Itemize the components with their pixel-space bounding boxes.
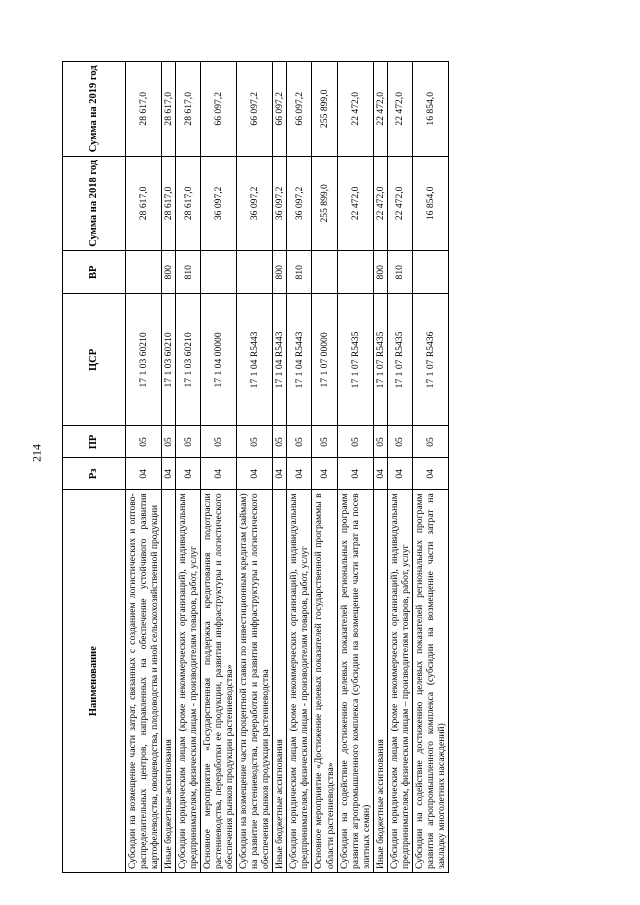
row-pr: 05 (387, 426, 412, 458)
row-sum-2019: 66 097,2 (287, 62, 312, 157)
row-csr: 17 1 04 R5443 (273, 294, 287, 426)
row-name: Субсидии на возмещение части процентной ставки по инвестиционным кредитам (займам) на развитие растениеводства, переработки и развития инфраструктуры и логистического обеспечения рынков продукции растениеводства (237, 490, 273, 873)
header-rz: Рз (63, 458, 126, 490)
row-csr: 17 1 07 R5435 (373, 294, 387, 426)
header-sum-2019: Сумма на 2019 год (63, 62, 126, 157)
row-sum-2018: 28 617,0 (162, 156, 176, 251)
row-sum-2018: 28 617,0 (126, 156, 162, 251)
row-vr (312, 251, 337, 294)
header-name: Наименование (63, 490, 126, 873)
table-row (387, 62, 412, 873)
row-sum-2018: 36 097,2 (287, 156, 312, 251)
table-row (312, 62, 337, 873)
row-pr: 05 (126, 426, 162, 458)
row-rz: 04 (237, 458, 273, 490)
row-vr (126, 251, 162, 294)
header-sum-2018: Сумма на 2018 год (63, 156, 126, 251)
row-sum-2019: 255 899,0 (312, 62, 337, 157)
row-pr: 05 (273, 426, 287, 458)
page-number: 214 (29, 444, 44, 462)
row-vr: 810 (287, 251, 312, 294)
row-vr: 810 (176, 251, 201, 294)
row-sum-2018: 16 854,0 (412, 156, 448, 251)
row-pr: 05 (287, 426, 312, 458)
row-pr: 05 (373, 426, 387, 458)
table-row (237, 62, 273, 873)
row-rz: 04 (412, 458, 448, 490)
row-sum-2018: 28 617,0 (176, 156, 201, 251)
row-vr (201, 251, 237, 294)
row-vr: 810 (387, 251, 412, 294)
row-name: Субсидии на возмещение части затрат, связанных с созданием логистических и оптово-распределительных центров, направленных на обеспечение устойчивого развития картофелеводства, овощеводства, плодоводства и иной сельскохозяйственной продукции (126, 490, 162, 873)
row-name: Иные бюджетные ассигнования (162, 490, 176, 873)
row-rz: 04 (287, 458, 312, 490)
row-vr (412, 251, 448, 294)
row-csr: 17 1 03 60210 (162, 294, 176, 426)
row-rz: 04 (337, 458, 373, 490)
row-rz: 04 (273, 458, 287, 490)
row-rz: 04 (126, 458, 162, 490)
row-pr: 05 (162, 426, 176, 458)
table-row (273, 62, 287, 873)
row-csr: 17 1 04 R5443 (287, 294, 312, 426)
row-rz: 04 (312, 458, 337, 490)
header-vr: ВР (63, 251, 126, 294)
row-name: Иные бюджетные ассигнования (273, 490, 287, 873)
table-row (337, 62, 373, 873)
table-row (201, 62, 237, 873)
row-sum-2019: 66 097,2 (273, 62, 287, 157)
row-name: Субсидии юридическим лицам (кроме некоммерческих организаций), индивидуальным предпринимателям, физическим лицам - производителям товаров, работ, услуг (287, 490, 312, 873)
row-vr: 800 (373, 251, 387, 294)
row-rz: 04 (201, 458, 237, 490)
row-vr (237, 251, 273, 294)
row-sum-2019: 66 097,2 (237, 62, 273, 157)
row-pr: 05 (337, 426, 373, 458)
row-csr: 17 1 07 R5435 (387, 294, 412, 426)
row-name: Основное мероприятие «Государственная поддержка кредитования подотрасли растениеводства, переработки ее продукции, развития инфраструктуры и логистического обеспечения рынков продукции растениеводства» (201, 490, 237, 873)
row-csr: 17 1 03 60210 (126, 294, 162, 426)
row-sum-2019: 16 854,0 (412, 62, 448, 157)
row-csr: 17 1 04 R5443 (237, 294, 273, 426)
row-sum-2019: 28 617,0 (126, 62, 162, 157)
rotated-table-container (62, 61, 592, 873)
row-sum-2019: 28 617,0 (176, 62, 201, 157)
row-sum-2019: 22 472,0 (387, 62, 412, 157)
row-sum-2019: 28 617,0 (162, 62, 176, 157)
row-sum-2018: 22 472,0 (337, 156, 373, 251)
table-header-row (63, 62, 126, 873)
row-sum-2018: 36 097,2 (273, 156, 287, 251)
header-csr: ЦСР (63, 294, 126, 426)
table-row (373, 62, 387, 873)
table-row (176, 62, 201, 873)
table-row (287, 62, 312, 873)
row-rz: 04 (373, 458, 387, 490)
row-name: Основное мероприятие «Достижение целевых показателей государственной программы в области растениеводства» (312, 490, 337, 873)
row-vr: 800 (162, 251, 176, 294)
row-name: Субсидии на содействие достижению целевых показателей региональных программ развития агропромышленного комплекса (субсидии на возмещение части затрат на посев элитных семян) (337, 490, 373, 873)
row-csr: 17 1 07 R5436 (412, 294, 448, 426)
row-name: Иные бюджетные ассигнования (373, 490, 387, 873)
row-csr: 17 1 04 00000 (201, 294, 237, 426)
row-pr: 05 (176, 426, 201, 458)
row-pr: 05 (237, 426, 273, 458)
table-row (162, 62, 176, 873)
row-sum-2018: 255 899,0 (312, 156, 337, 251)
row-csr: 17 1 07 R5435 (337, 294, 373, 426)
row-name: Субсидии на содействие достижению целевых показателей региональных программ развития агропромышленного комплекса (субсидии на возмещение части затрат на закладку многолетних насаждений) (412, 490, 448, 873)
row-sum-2018: 22 472,0 (373, 156, 387, 251)
budget-table (62, 61, 449, 873)
row-sum-2019: 22 472,0 (337, 62, 373, 157)
table-row (126, 62, 162, 873)
row-name: Субсидии юридическим лицам (кроме некоммерческих организаций), индивидуальным предпринимателям, физическим лицам - производителям товаров, работ, услуг (176, 490, 201, 873)
row-vr: 800 (273, 251, 287, 294)
row-rz: 04 (176, 458, 201, 490)
row-csr: 17 1 03 60210 (176, 294, 201, 426)
row-sum-2018: 36 097,2 (237, 156, 273, 251)
row-csr: 17 1 07 00000 (312, 294, 337, 426)
table-row (412, 62, 448, 873)
row-sum-2018: 22 472,0 (387, 156, 412, 251)
row-rz: 04 (162, 458, 176, 490)
row-sum-2019: 22 472,0 (373, 62, 387, 157)
header-pr: ПР (63, 426, 126, 458)
row-pr: 05 (201, 426, 237, 458)
row-pr: 05 (312, 426, 337, 458)
row-vr (337, 251, 373, 294)
row-sum-2019: 66 097,2 (201, 62, 237, 157)
row-name: Субсидии юридическим лицам (кроме некоммерческих организаций), индивидуальным предпринимателям, физическим лицам – производителям товаров, работ, услуг (387, 490, 412, 873)
row-pr: 05 (412, 426, 448, 458)
row-sum-2018: 36 097,2 (201, 156, 237, 251)
row-rz: 04 (387, 458, 412, 490)
